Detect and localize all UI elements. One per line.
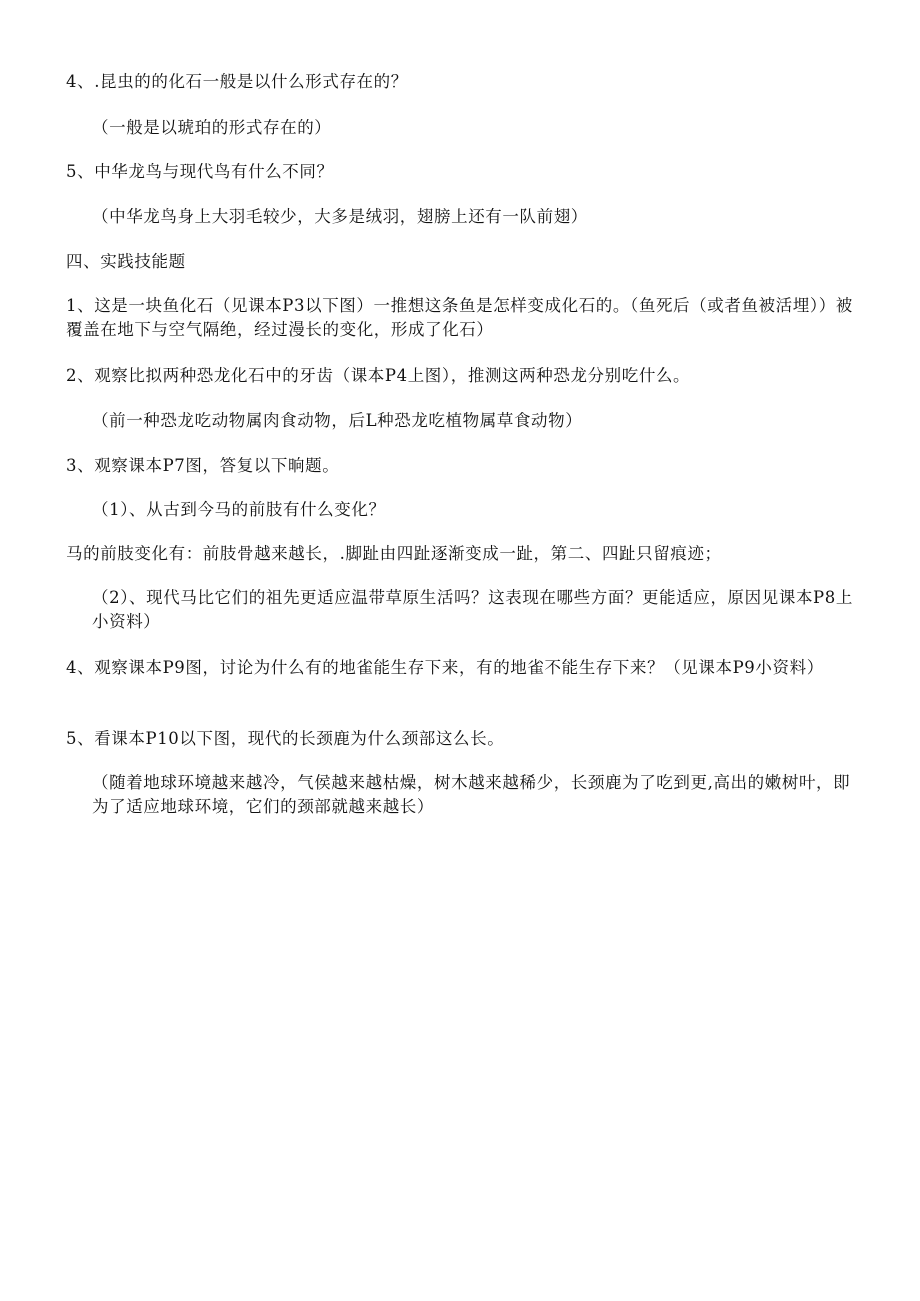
question-5-giraffe: 5、看课本P10以下图，现代的长颈鹿为什么颈部这么长。 — [66, 729, 505, 748]
answer-3-1-forelimb: 马的前肢变化有：前肢骨越来越长，.脚趾由四趾逐渐变成一趾，第二、四趾只留痕迹； — [66, 544, 722, 563]
question-4-insect-fossil: 4、.昆虫的的化石一般是以什么形式存在的？ — [66, 72, 408, 91]
answer-5-feathers: （中华龙鸟身上大羽毛较少，大多是绒羽，翅膀上还有一队前翅） — [92, 207, 588, 226]
answer-2-diet: （前一种恐龙吃动物属肉食动物，后L种恐龙吃植物属草食动物） — [92, 411, 583, 430]
answer-4-amber: （一般是以琥珀的形式存在的） — [92, 118, 332, 137]
question-5-sinosauropteryx: 5、中华龙鸟与现代鸟有什么不同？ — [66, 162, 334, 181]
answer-5-giraffe: （随着地球环境越来越冷，气侯越来越枯燥，树木越来越稀少，长颈鹿为了吃到更,高出的嫩树叶，即为了适应地球环境，它们的颈部就越来越长） — [92, 773, 851, 816]
question-3-1-forelimb: （1）、从古到今马的前肢有什么变化？ — [92, 500, 386, 519]
question-2-dinosaur-teeth: 2、观察比拟两种恐龙化石中的牙齿（课本P4上图），推测这两种恐龙分别吃什么。 — [66, 366, 691, 385]
section-heading-practice: 四、实践技能题 — [66, 252, 186, 271]
question-1-fish-fossil: 1、这是一块鱼化石（见课本P3以下图）一推想这条鱼是怎样变成化石的。（鱼死后（或者鱼被活埋））被覆盖在地下与空气隔绝，经过漫长的变化，形成了化石） — [66, 296, 853, 339]
question-3-horse: 3、观察课本P7图，答复以下晌题。 — [66, 456, 340, 475]
question-4-finches: 4、观察课本P9图，讨论为什么有的地雀能生存下来，有的地雀不能生存下来？（见课本P9小资料） — [66, 658, 824, 677]
question-3-2-grassland: （2）、现代马比它们的祖先更适应温带草原生活吗？这表现在哪些方面？更能适应，原因见课本P8上小资料） — [92, 588, 853, 631]
